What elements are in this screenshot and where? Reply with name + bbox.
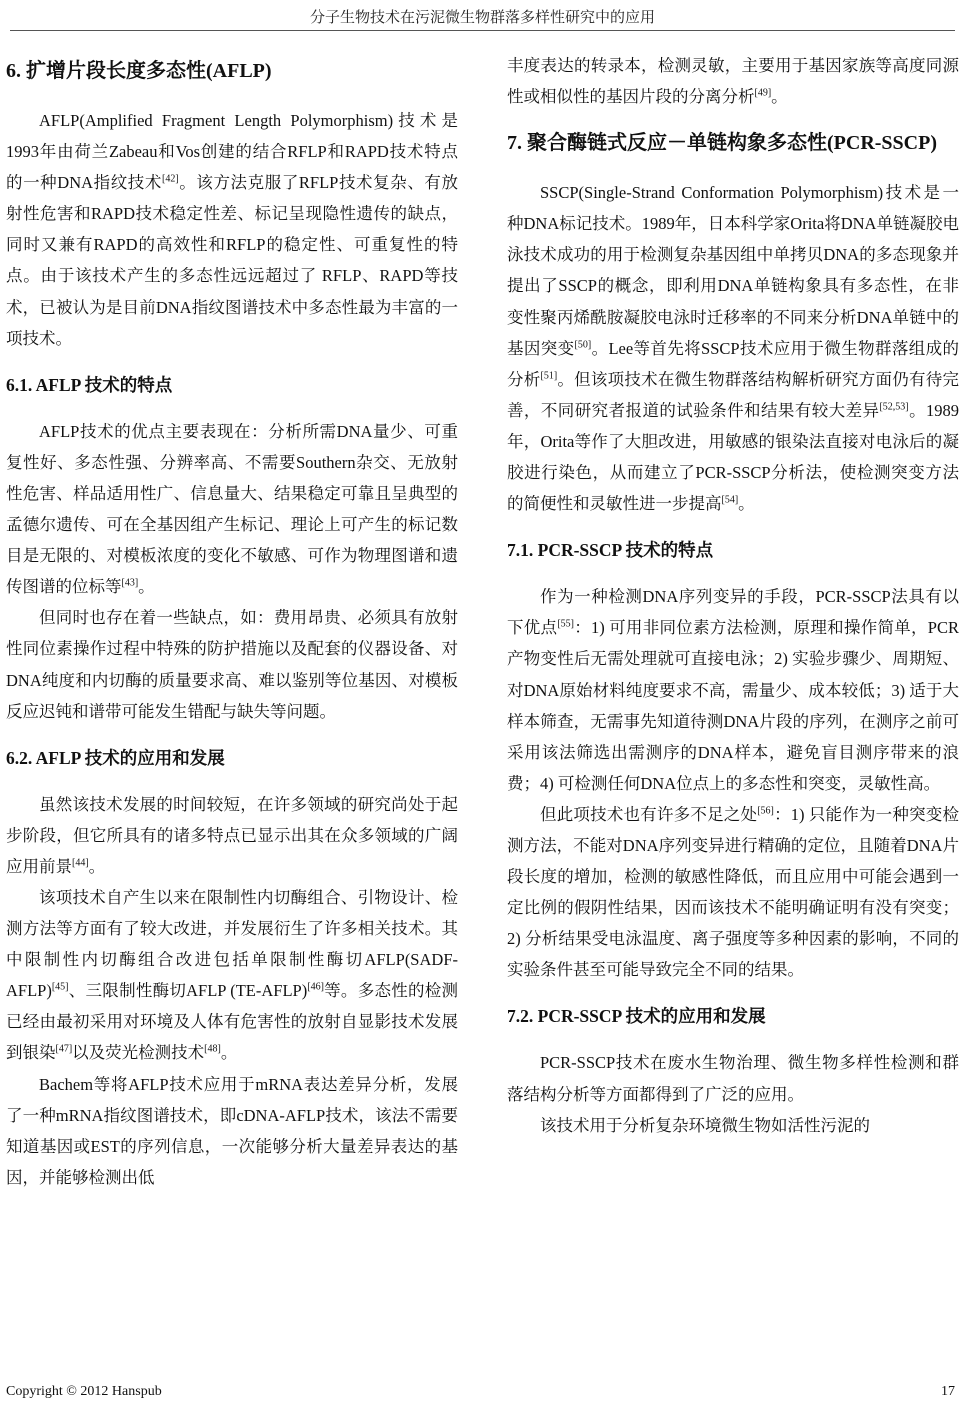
citation: [47] xyxy=(55,1043,73,1055)
section-6-2-paragraph-3: Bachem等将AFLP技术应用于mRNA表达差异分析，发展了一种mRNA指纹图谱技术，即cDNA-AFLP技术，该法不需要知道基因或EST的序列信息，一次能够分析大量差异表达的基因，并能够检测出低 xyxy=(6,1074,458,1187)
section-6-title: 6. 扩增片段长度多态性(AFLP) xyxy=(6,60,272,82)
left-column xyxy=(6,50,458,1193)
section-6-1-title: 6.1. AFLP 技术的特点 xyxy=(6,374,173,395)
section-6-2-paragraph-2: 该项技术自产生以来在限制性内切酶组合、引物设计、检测方法等方面有了较大改进，并发展衍生了许多相关技术。其中限制性内切酶组合改进包括单限制性酶切AFLP(SADF-AFLP)[45]、三限制性酶切AFLP (TE-AFLP)[46]等。多态性的检测已经由最初采用对环境及人体有危害性的放射自显影技术发展到银染[47]以及荧光检测技术[48]。 xyxy=(6,887,459,1063)
section-6-2-title: 6.2. AFLP 技术的应用和发展 xyxy=(6,747,225,768)
header-rule xyxy=(10,30,955,31)
citation: [44] xyxy=(72,857,89,869)
citation: [45] xyxy=(51,981,69,993)
citation: [55] xyxy=(557,618,574,630)
section-6-paragraph: AFLP(Amplified Fragment Length Polymorphism)技术是1993年由荷兰Zabeau和Vos创建的结合RFLP和RAPD技术特点的一种DNA指纹技术[42]。该方法克服了RFLP技术复杂、有放射性危害和RAPD技术稳定性差、标记呈现隐性遗传的缺点，同时又兼有RAPD的高效性和RFLP的稳定性、可重复性的特点。由于该技术产生的多态性远远超过了 RFLP、RAPD等技术，已被认为是目前DNA指纹图谱技术中多态性最为丰富的一项技术。 xyxy=(6,111,459,348)
citation: [52,53] xyxy=(879,401,909,413)
citation: [50] xyxy=(574,339,592,351)
section-6-1-paragraph-2: 但同时也存在着一些缺点，如：费用昂贵、必须具有放射性同位素操作过程中特殊的防护措施以及配套的仪器设备、对DNA纯度和内切酶的质量要求高、难以鉴别等位基因、对模板反应迟钝和谱带可能发生错配与缺失等问题。 xyxy=(6,608,458,721)
footer-copyright: Copyright © 2012 Hanspub xyxy=(6,1384,162,1399)
section-6-1-paragraph-1: AFLP技术的优点主要表现在：分析所需DNA量少、可重复性好、多态性强、分辨率高、不需要Southern杂交、无放射性危害、样品适用性广、信息量大、结果稳定可靠且呈典型的孟德尔遗传、可在全基因组产生标记、理论上可产生的标记数目是无限的、对模板浓度的变化不敏感、可作为物理图谱和遗传图谱的位标等[43]。 xyxy=(6,421,458,597)
section-6-2-paragraph-1: 虽然该技术发展的时间较短，在许多领域的研究尚处于起步阶段，但它所具有的诸多特点已显示出其在众多领域的广阔应用前景[44]。 xyxy=(6,794,458,876)
section-7-1-title: 7.1. PCR-SSCP 技术的特点 xyxy=(507,540,714,561)
section-7-title: 7. 聚合酶链式反应－单链构象多态性(PCR-SSCP) xyxy=(507,132,937,155)
section-7-2-paragraph-2: 该技术用于分析复杂环境微生物如活性污泥的 xyxy=(540,1115,870,1135)
citation: [43] xyxy=(121,577,139,589)
citation: [56] xyxy=(757,805,774,817)
section-7-2-paragraph-1: PCR-SSCP技术在废水生物治理、微生物多样性检测和群落结构分析等方面都得到了广泛的应用。 xyxy=(507,1053,959,1104)
section-7-1-paragraph-1: 作为一种检测DNA序列变异的手段，PCR-SSCP法具有以下优点[55]：1) 可用非同位素方法检测，原理和操作简单，PCR产物变性后无需处理就可直接电泳；2) 实验步骤少、周期短、对DNA原始材料纯度要求不高，需量少、成本较低；3) 适于大样本筛查，无需事先知道待测DNA片段的序列，在测序之前可采用该法筛选出需测序的DNA样本，避免盲目测序带来的浪费；4) 可检测任何DNA位点上的多态性和突变，灵敏性高。 xyxy=(507,587,959,793)
citation: [46] xyxy=(307,981,324,993)
citation: [48] xyxy=(204,1043,221,1055)
citation: [54] xyxy=(721,494,739,506)
running-header: 分子生物技术在污泥微生物群落多样性研究中的应用 xyxy=(309,8,655,26)
page-number: 17 xyxy=(941,1384,955,1399)
section-7-paragraph: SSCP(Single-Strand Conformation Polymorphism)技术是一种DNA标记技术。1989年，日本科学家Orita将DNA单链凝胶电泳技术成功的用于检测复杂基因组中单拷贝DNA的多态现象并提出了SSCP的概念，即利用DNA单链构象具有多态性，在非变性聚丙烯酰胺凝胶电泳时迁移率的不同来分析DNA单链中的基因突变[50]。Lee等首先将SSCP技术应用于微生物群落组成的分析[51]。但该项技术在微生物群落结构解析研究方面仍有待完善，不同研究者报道的试验条件和结果有较大差异[52,53]。1989年，Orita等作了大胆改进，用敏感的银染法直接对电泳后的凝胶进行染色，从而建立了PCR-SSCP分析法，使检测突变方法的简便性和灵敏性进一步提高[54]。 xyxy=(507,183,960,514)
citation: [51] xyxy=(540,370,558,382)
continued-paragraph: 丰度表达的转录本，检测灵敏，主要用于基因家族等高度同源性或相似性的基因片段的分离分析[49]。 xyxy=(507,56,959,107)
citation: [42] xyxy=(162,173,179,185)
section-7-2-title: 7.2. PCR-SSCP 技术的应用和发展 xyxy=(507,1006,766,1027)
citation: [49] xyxy=(754,87,772,99)
section-7-1-paragraph-2: 但此项技术也有许多不足之处[56]：1) 只能作为一种突变检测方法，不能对DNA序列变异进行精确的定位，且随着DNA片段长度的增加，检测的敏感性降低，而且应用中可能会遇到一定比例的假阴性结果，因而该技术不能明确证明有没有突变；2) 分析结果受电泳温度、离子强度等多种因素的影响，不同的实验条件甚至可能导致完全不同的结果。 xyxy=(507,804,959,980)
right-column xyxy=(507,50,959,1141)
